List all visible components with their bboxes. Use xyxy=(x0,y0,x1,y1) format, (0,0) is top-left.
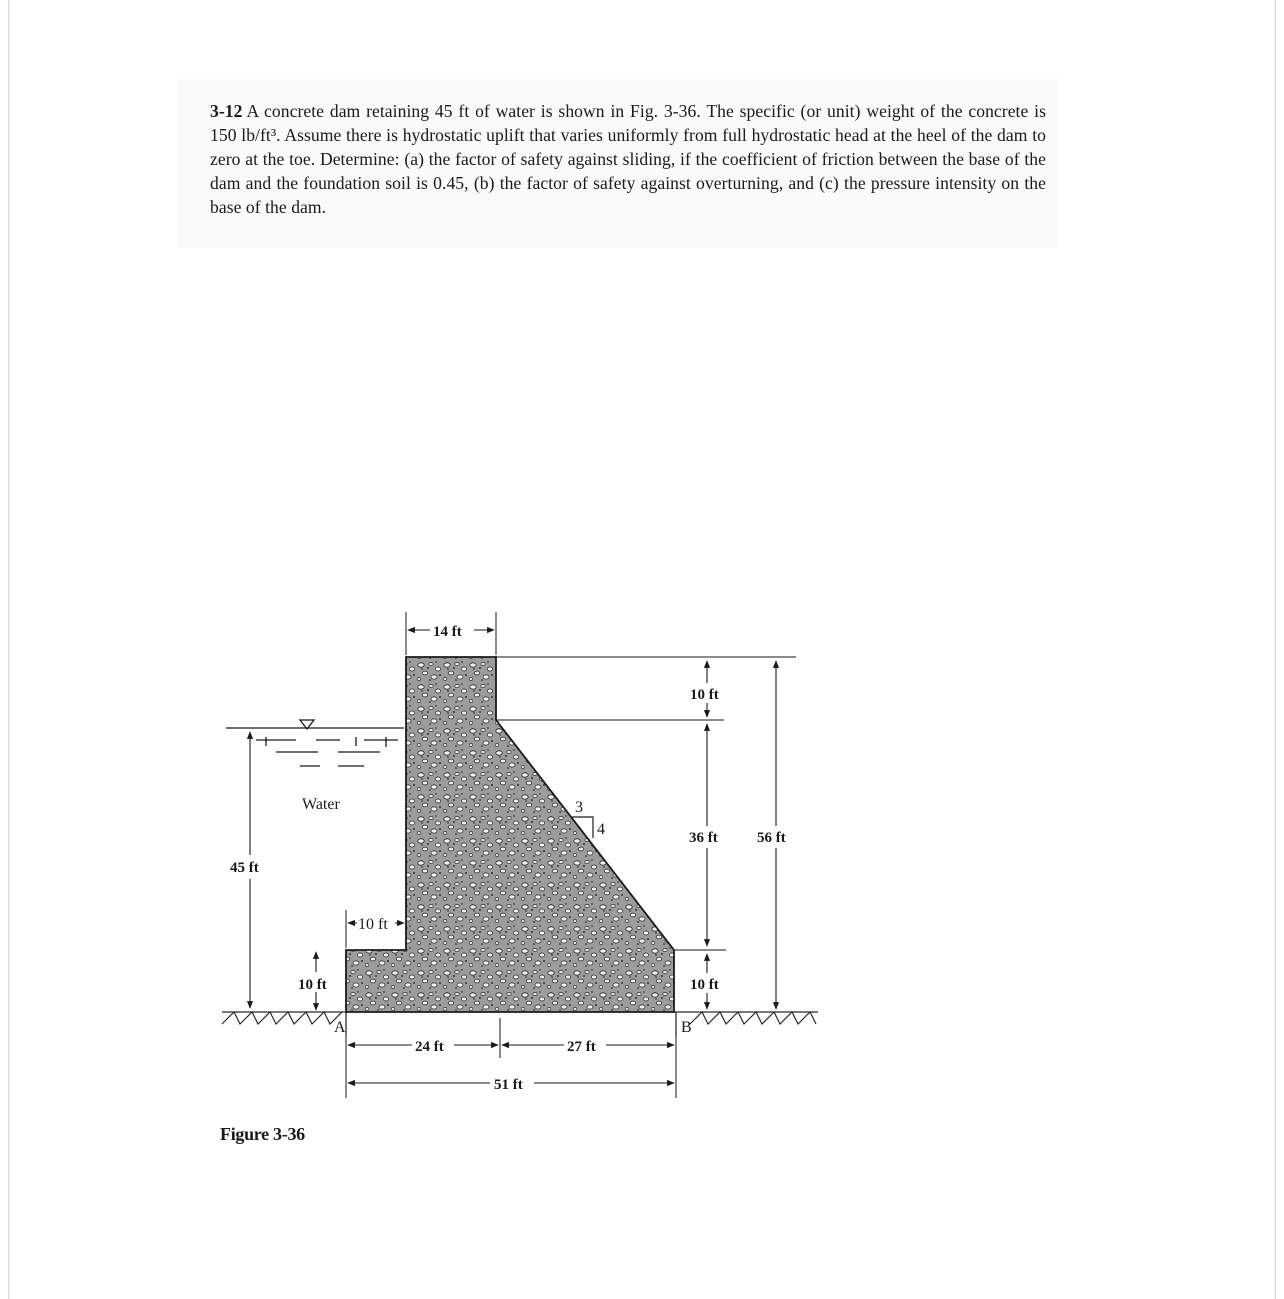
dam-body xyxy=(346,657,674,1012)
ground-left xyxy=(222,1012,346,1024)
ground-right xyxy=(674,1012,818,1024)
water-depth-label: 45 ft xyxy=(230,860,259,876)
figure-caption: Figure 3-36 xyxy=(220,1124,305,1144)
slope-run-label: 3 xyxy=(575,799,583,816)
slope-height-label: 36 ft xyxy=(689,830,718,846)
problem-body: A concrete dam retaining 45 ft of water is shown in Fig. 3-36. The specific (or unit) weight of the concrete is 150 lb/ft³. Assume there is hydrostatic uplift that varies uniformly from full hydrostatic head at the heel of the dam to zero at the toe. Determine: (a) the factor of safety against sliding, if the coefficient of friction between the base of the dam and the foundation soil is 0.45, (b) the factor of safety against overturning, and (c) the pressure intensity on the base of the dam. xyxy=(210,101,1046,217)
heel-step-label: 10 ft xyxy=(358,916,388,933)
top-width-label: 14 ft xyxy=(433,624,462,640)
point-b-label: B xyxy=(681,1019,692,1036)
toe-height-label: 10 ft xyxy=(690,977,719,993)
slope-rise-label: 4 xyxy=(597,821,605,838)
water-surface xyxy=(226,728,404,766)
heel-height-label: 10 ft xyxy=(298,977,327,993)
total-height-label: 56 ft xyxy=(757,830,786,846)
problem-number: 3-12 xyxy=(210,101,243,121)
base-left-label: 24 ft xyxy=(415,1039,444,1055)
point-a-label: A xyxy=(334,1019,346,1036)
base-right-label: 27 ft xyxy=(567,1039,596,1055)
base-total-label: 51 ft xyxy=(494,1077,523,1093)
water-label: Water xyxy=(302,796,340,813)
top-height-label: 10 ft xyxy=(690,687,719,703)
